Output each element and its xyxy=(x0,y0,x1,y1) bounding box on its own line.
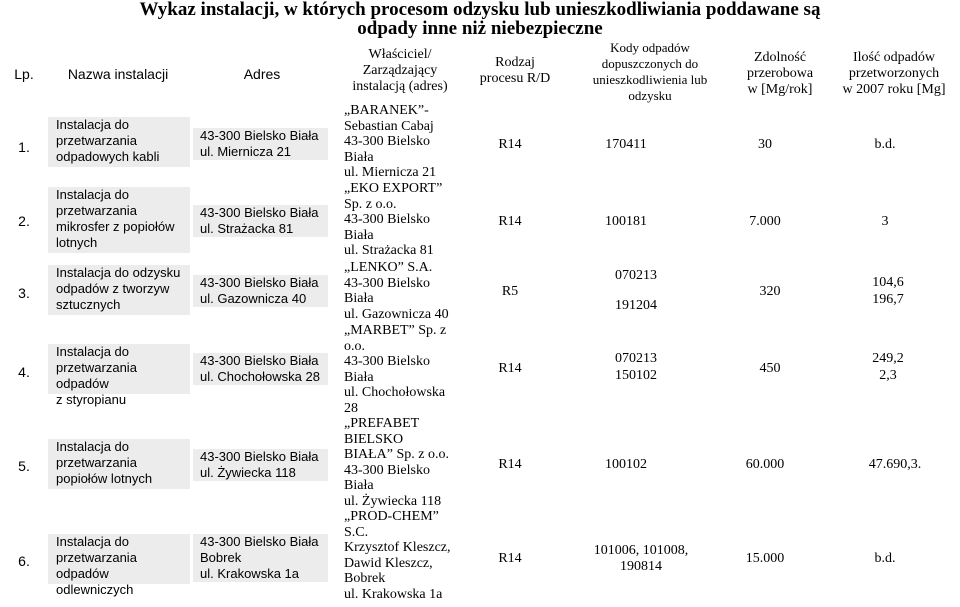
row-5-codes: 100102 xyxy=(605,457,647,472)
row-2-lp: 2. xyxy=(18,213,30,229)
name-line: przetwarzania xyxy=(56,455,137,470)
header-owner-line: Zarządzający xyxy=(362,63,438,78)
row-6-lp: 6. xyxy=(18,553,30,569)
owner-line: o.o. xyxy=(344,338,365,354)
row-3-address xyxy=(193,275,328,307)
name-line: sztucznych xyxy=(56,297,121,312)
owner-line: 28 xyxy=(344,400,358,416)
row-6-name xyxy=(48,534,190,597)
row-2-amount: 3 xyxy=(881,214,889,229)
header-process xyxy=(465,55,565,87)
address-line: ul. Gazownicza 40 xyxy=(200,291,307,306)
row-6-address xyxy=(193,534,328,582)
name-line: Instalacja do odzysku xyxy=(56,265,181,280)
header-codes xyxy=(570,40,730,104)
owner-line: BIELSKO xyxy=(344,431,404,447)
row-5-amount: 47.690,3. xyxy=(868,457,922,472)
name-line: Instalacja do xyxy=(56,439,129,454)
row-2-capacity: 7.000 xyxy=(749,214,781,229)
header-name: Nazwa instalacji xyxy=(67,66,169,82)
row-5-capacity: 60.000 xyxy=(745,457,785,472)
row-5-address xyxy=(193,449,328,481)
row-1-capacity: 30 xyxy=(758,137,772,152)
owner-line: „MARBET” Sp. z xyxy=(344,323,447,338)
row-6-capacity: 15.000 xyxy=(745,551,785,566)
owner-line: 43-300 Bielsko xyxy=(344,275,430,291)
row-3-code-2: 191204 xyxy=(615,298,657,313)
row-1-name xyxy=(48,117,190,167)
header-capacity-line: w [Mg/rok] xyxy=(747,82,813,97)
header-amount-line: w 2007 roku [Mg] xyxy=(842,82,946,97)
address-line: ul. Miernicza 21 xyxy=(200,144,292,159)
header-amount xyxy=(828,50,960,98)
address-line: ul. Chochołowska 28 xyxy=(200,369,320,384)
row-4-capacity: 450 xyxy=(759,361,781,376)
name-line: popiołów lotnych xyxy=(56,471,153,486)
header-codes-line: unieszkodliwienia lub xyxy=(592,72,708,87)
header-owner-line: instalacją (adres) xyxy=(352,79,448,94)
row-1-owner xyxy=(344,103,436,181)
owner-line: ul. Gazownicza 40 xyxy=(344,306,449,322)
owner-line: Sp. z o.o. xyxy=(344,196,397,212)
row-4-amount-2: 2,3 xyxy=(879,368,897,383)
name-line: odpadowych kabli xyxy=(56,149,160,164)
owner-line: 43-300 Bielsko xyxy=(344,134,430,149)
owner-line: „PREFABET xyxy=(344,416,420,431)
address-line: ul. Krakowska 1a xyxy=(200,566,299,581)
address-line: ul. Żywiecka 118 xyxy=(200,465,296,480)
owner-line: ul. Żywiecka 118 xyxy=(344,493,442,509)
owner-line: „LENKO” S.A. xyxy=(344,260,433,275)
row-2-codes: 100181 xyxy=(605,214,647,229)
name-line: odlewniczych xyxy=(56,582,134,597)
address-line: 43-300 Bielsko Biała xyxy=(200,449,319,464)
row-2-owner xyxy=(344,181,442,259)
row-4-address xyxy=(193,353,328,385)
row-3-amount-2: 196,7 xyxy=(872,292,904,307)
owner-line: Sebastian Cabaj xyxy=(344,118,434,134)
row-3-code-1: 070213 xyxy=(615,268,657,283)
address-line: Bobrek xyxy=(200,550,242,565)
name-line: przetwarzania xyxy=(56,133,137,148)
row-6-process: R14 xyxy=(498,551,522,566)
owner-line: „PROD-CHEM” xyxy=(344,509,439,524)
header-amount-line: przetworzonych xyxy=(848,66,940,81)
row-6-owner xyxy=(344,509,451,602)
owner-line: BIAŁA” Sp. z o.o. xyxy=(344,447,449,462)
row-6-code-2: 190814 xyxy=(620,559,662,574)
name-line: z styropianu xyxy=(56,392,127,407)
owner-line: 43-300 Bielsko xyxy=(344,354,430,369)
row-4-process: R14 xyxy=(498,361,522,376)
header-lp: Lp. xyxy=(14,66,34,82)
document-title xyxy=(0,0,960,38)
name-line: lotnych xyxy=(56,235,98,250)
owner-line: 43-300 Bielsko xyxy=(344,212,430,227)
row-2-process: R14 xyxy=(498,214,522,229)
owner-line: 43-300 Bielsko xyxy=(344,462,430,478)
header-capacity-line: Zdolność xyxy=(753,50,807,65)
row-4-amount-1: 249,2 xyxy=(872,351,904,366)
owner-line: Biała xyxy=(344,291,374,306)
row-5-process: R14 xyxy=(498,457,522,472)
owner-line: S.C. xyxy=(344,524,369,540)
header-owner xyxy=(330,47,470,95)
header-owner-line: Właściciel/ xyxy=(368,47,432,62)
header-process-line: Rodzaj xyxy=(495,55,535,70)
owner-line: Biała xyxy=(344,369,374,385)
name-line: przetwarzania xyxy=(56,203,137,218)
row-1-address xyxy=(193,128,328,160)
owner-line: ul. Miernicza 21 xyxy=(344,165,437,180)
owner-line: ul. Krakowska 1a xyxy=(344,586,443,602)
header-address: Adres xyxy=(243,66,281,82)
name-line: Instalacja do xyxy=(56,344,129,359)
row-2-address xyxy=(193,205,328,237)
row-4-code-1: 070213 xyxy=(615,351,657,366)
row-5-owner xyxy=(344,416,449,509)
name-line: Instalacja do xyxy=(56,117,129,132)
row-3-lp: 3. xyxy=(18,285,30,301)
row-5-lp: 5. xyxy=(18,458,30,474)
owner-line: Biała xyxy=(344,227,374,243)
row-3-capacity: 320 xyxy=(759,284,781,299)
row-4-name xyxy=(48,344,190,407)
name-line: przetwarzania odpadów xyxy=(56,360,137,391)
name-line: odpadów z tworzyw xyxy=(56,281,170,296)
header-amount-line: Ilość odpadów xyxy=(852,50,936,65)
row-5-name xyxy=(48,439,190,489)
owner-line: Dawid Kleszcz, xyxy=(344,555,433,571)
row-4-lp: 4. xyxy=(18,364,30,380)
header-capacity-line: przerobowa xyxy=(746,66,814,81)
header-process-line: procesu R/D xyxy=(479,71,551,86)
row-1-codes: 170411 xyxy=(605,137,647,152)
row-6-amount: b.d. xyxy=(874,551,896,566)
row-3-process: R5 xyxy=(501,284,519,299)
owner-line: „BARANEK”- xyxy=(344,103,429,118)
row-4-owner xyxy=(344,323,446,416)
name-line: Instalacja do xyxy=(56,534,129,549)
owner-line: Krzysztof Kleszcz, xyxy=(344,540,451,555)
row-1-process: R14 xyxy=(498,137,522,152)
name-line: przetwarzania odpadów xyxy=(56,550,137,581)
address-line: ul. Strażacka 81 xyxy=(200,221,294,236)
address-line: 43-300 Bielsko Biała xyxy=(200,353,319,368)
owner-line: ul. Chochołowska xyxy=(344,385,446,400)
title-line-1: Wykaz instalacji, w których procesom odzysku lub unieszkodliwiania poddawane są xyxy=(139,0,821,20)
row-1-lp: 1. xyxy=(18,139,30,155)
owner-line: „EKO EXPORT” xyxy=(344,181,443,196)
header-codes-line: odzysku xyxy=(628,88,672,103)
row-2-name xyxy=(48,187,190,253)
header-codes-line: Kody odpadów xyxy=(610,40,690,55)
address-line: 43-300 Bielsko Biała xyxy=(200,275,319,290)
title-line-2: odpady inne niż niebezpieczne xyxy=(357,18,603,39)
row-3-name xyxy=(48,265,190,315)
name-line: mikrosfer z popiołów xyxy=(56,219,175,234)
address-line: 43-300 Bielsko Biała xyxy=(200,128,319,143)
header-codes-line: dopuszczonych do xyxy=(601,56,699,71)
owner-line: Biała xyxy=(344,149,374,165)
header-capacity xyxy=(720,50,840,98)
row-1-amount: b.d. xyxy=(874,137,896,152)
address-line: 43-300 Bielsko Biała xyxy=(200,205,319,220)
owner-line: ul. Strażacka 81 xyxy=(344,243,434,258)
address-line: 43-300 Bielsko Biała xyxy=(200,534,319,549)
name-line: Instalacja do xyxy=(56,187,129,202)
row-3-owner xyxy=(344,260,449,322)
row-4-code-2: 150102 xyxy=(615,368,657,383)
row-3-amount-1: 104,6 xyxy=(872,275,904,290)
owner-line: Biała xyxy=(344,478,374,493)
row-6-code-1: 101006, 101008, xyxy=(593,543,689,558)
owner-line: Bobrek xyxy=(344,571,386,586)
